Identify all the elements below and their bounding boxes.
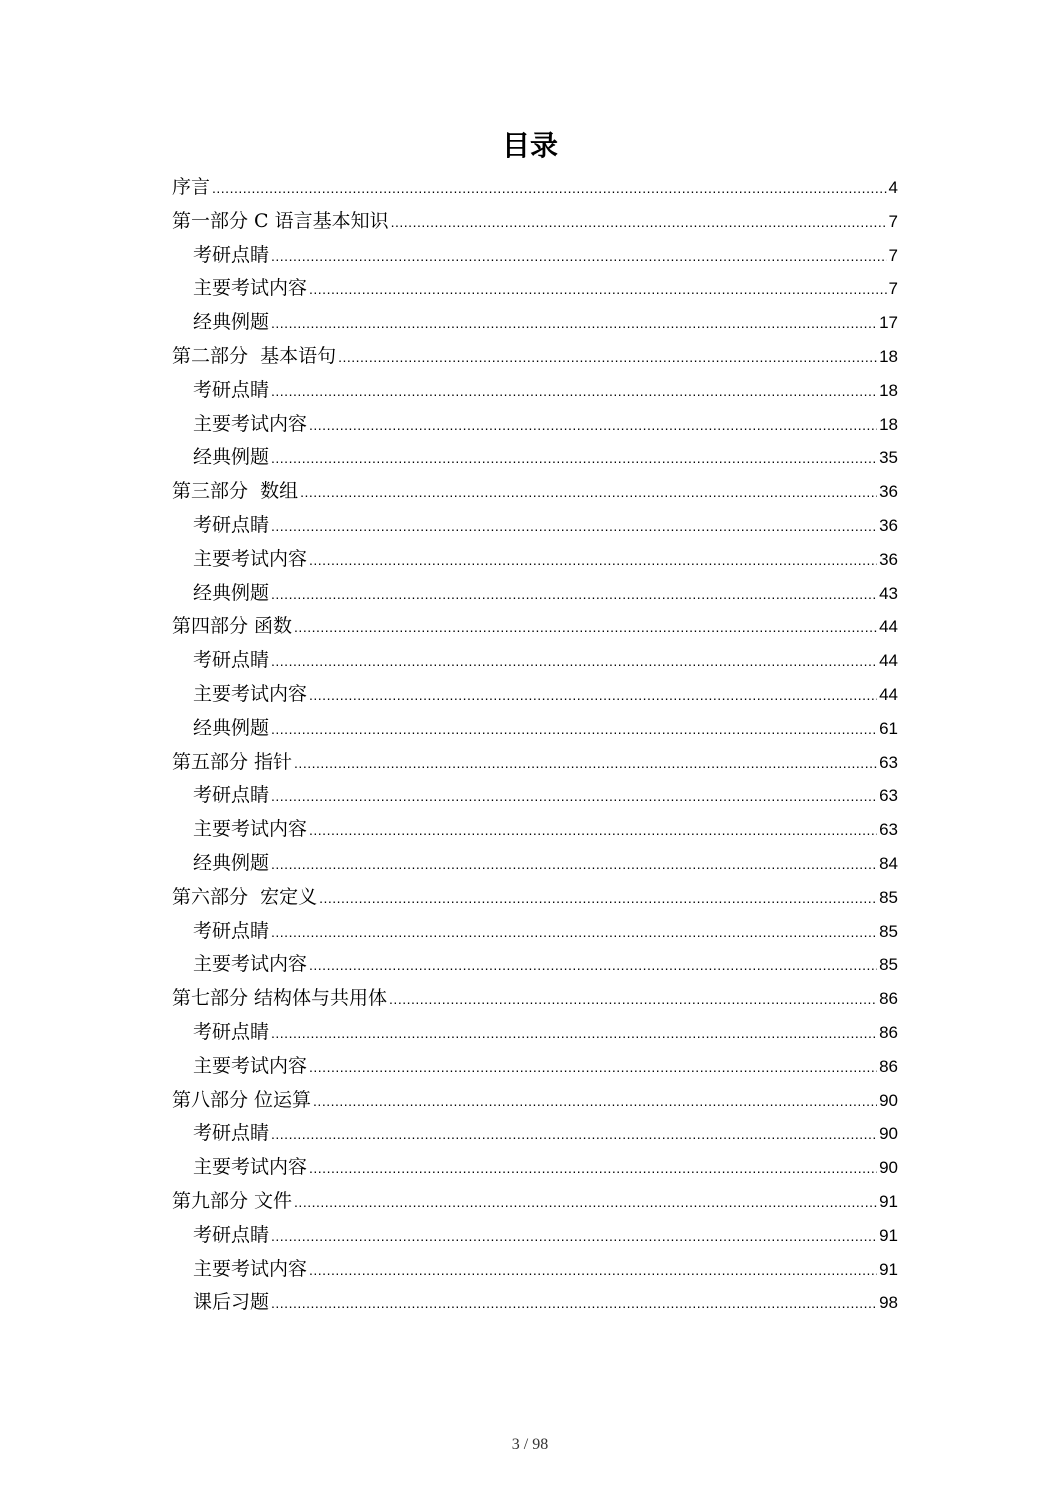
toc-dot-leader bbox=[271, 578, 877, 612]
toc-entry-page: 61 bbox=[879, 718, 898, 738]
toc-entry-label: 第一部分 C 语言基本知识 bbox=[172, 209, 389, 232]
toc-entry-label: 第八部分 位运算 bbox=[172, 1088, 312, 1111]
toc-entry-page: 85 bbox=[879, 921, 898, 941]
toc-subsection-entry[interactable] bbox=[172, 948, 898, 982]
toc-dot-leader bbox=[294, 611, 877, 645]
toc-section-entry[interactable] bbox=[172, 340, 898, 374]
toc-dot-leader bbox=[309, 409, 877, 443]
toc-subsection-entry[interactable] bbox=[172, 1253, 898, 1287]
toc-entry-page: 43 bbox=[879, 583, 898, 603]
toc-dot-leader bbox=[309, 814, 877, 848]
toc-entry-page: 18 bbox=[879, 414, 898, 434]
toc-entry-page: 86 bbox=[879, 989, 898, 1009]
toc-entry-label: 考研点睛 bbox=[193, 243, 270, 266]
toc-entry-page: 91 bbox=[879, 1259, 898, 1279]
toc-entry-page: 86 bbox=[879, 1056, 898, 1076]
toc-entry-page: 4 bbox=[888, 178, 898, 197]
toc-dot-leader bbox=[313, 1085, 877, 1119]
toc-entry-page: 63 bbox=[879, 752, 898, 772]
toc-section-entry[interactable] bbox=[172, 171, 898, 205]
toc-entry-label: 主要考试内容 bbox=[193, 412, 308, 435]
toc-entry-label: 第七部分 结构体与共用体 bbox=[172, 987, 388, 1010]
toc-entry-page: 90 bbox=[879, 1158, 898, 1178]
toc-dot-leader bbox=[271, 1118, 877, 1152]
toc-dot-leader bbox=[271, 240, 887, 274]
toc-subsection-entry[interactable] bbox=[172, 441, 898, 475]
toc-dot-leader bbox=[212, 172, 887, 206]
toc-dot-leader bbox=[391, 206, 887, 240]
toc-entry-page: 7 bbox=[888, 211, 898, 231]
toc-entry-label: 主要考试内容 bbox=[193, 818, 308, 841]
toc-entry-label: 课后习题 bbox=[193, 1291, 270, 1314]
toc-dot-leader bbox=[309, 1051, 877, 1085]
toc-subsection-entry[interactable] bbox=[172, 779, 898, 813]
toc-entry-label: 考研点睛 bbox=[193, 1020, 270, 1043]
toc-dot-leader bbox=[271, 848, 877, 882]
toc-entry-page: 7 bbox=[888, 245, 898, 265]
toc-subsection-entry[interactable] bbox=[172, 1117, 898, 1151]
toc-subsection-entry[interactable] bbox=[172, 678, 898, 712]
toc-entry-label: 考研点睛 bbox=[193, 513, 270, 536]
toc-dot-leader bbox=[309, 1254, 877, 1288]
toc-dot-leader bbox=[294, 747, 877, 781]
toc-dot-leader bbox=[271, 645, 877, 679]
toc-entry-label: 考研点睛 bbox=[193, 378, 270, 401]
toc-subsection-entry[interactable] bbox=[172, 644, 898, 678]
toc-entry-label: 经典例题 bbox=[193, 446, 270, 469]
toc-subsection-entry[interactable] bbox=[172, 1219, 898, 1253]
toc-subsection-entry[interactable] bbox=[172, 1050, 898, 1084]
toc-subsection-entry[interactable] bbox=[172, 1151, 898, 1185]
toc-entry-page: 7 bbox=[888, 279, 898, 299]
toc-dot-leader bbox=[271, 1220, 877, 1254]
toc-entry-label: 主要考试内容 bbox=[193, 547, 308, 570]
toc-subsection-entry[interactable] bbox=[172, 306, 898, 340]
toc-dot-leader bbox=[309, 544, 877, 578]
toc-entry-label: 考研点睛 bbox=[193, 784, 270, 807]
toc-entry-label: 第五部分 指针 bbox=[172, 750, 293, 773]
toc-section-entry[interactable] bbox=[172, 205, 898, 239]
toc-entry-page: 18 bbox=[879, 380, 898, 400]
toc-entry-label: 主要考试内容 bbox=[193, 682, 308, 705]
toc-dot-leader bbox=[271, 442, 877, 476]
toc-dot-leader bbox=[309, 273, 887, 307]
toc-entry-page: 35 bbox=[879, 448, 898, 468]
toc-subsection-entry[interactable] bbox=[172, 408, 898, 442]
toc-entry-page: 18 bbox=[879, 346, 898, 366]
toc-dot-leader bbox=[309, 1152, 877, 1186]
toc-entry-label: 主要考试内容 bbox=[193, 277, 308, 300]
toc-entry-page: 86 bbox=[879, 1022, 898, 1042]
toc-entry-page: 17 bbox=[879, 313, 898, 333]
toc-entry-label: 考研点睛 bbox=[193, 649, 270, 672]
toc-entry-label: 经典例题 bbox=[193, 311, 270, 334]
toc-entry-page: 90 bbox=[879, 1124, 898, 1144]
toc-entry-page: 36 bbox=[879, 549, 898, 569]
toc-subsection-entry[interactable] bbox=[172, 915, 898, 949]
toc-entry-page: 44 bbox=[879, 617, 898, 637]
toc-dot-leader bbox=[294, 1186, 877, 1220]
toc-entry-page: 90 bbox=[879, 1090, 898, 1110]
toc-entry-label: 第四部分 函数 bbox=[172, 615, 293, 638]
toc-entry-page: 36 bbox=[879, 515, 898, 535]
toc-entry-label: 第九部分 文件 bbox=[172, 1189, 293, 1212]
toc-dot-leader bbox=[309, 679, 877, 713]
toc-entry-page: 85 bbox=[879, 955, 898, 975]
toc-entry-label: 序言 bbox=[172, 176, 211, 198]
toc-entry-page: 63 bbox=[879, 820, 898, 840]
toc-entry-label: 考研点睛 bbox=[193, 1122, 270, 1145]
toc-subsection-entry[interactable] bbox=[172, 1286, 898, 1320]
toc-entry-label: 第二部分 基本语句 bbox=[172, 344, 337, 367]
toc-subsection-entry[interactable] bbox=[172, 374, 898, 408]
toc-dot-leader bbox=[389, 983, 877, 1017]
toc-dot-leader bbox=[271, 307, 877, 341]
toc-subsection-entry[interactable] bbox=[172, 577, 898, 611]
toc-entry-page: 85 bbox=[879, 887, 898, 907]
toc-entry-label: 主要考试内容 bbox=[193, 953, 308, 976]
toc-entry-page: 44 bbox=[879, 684, 898, 704]
toc-section-entry[interactable] bbox=[172, 475, 898, 509]
toc-subsection-entry[interactable] bbox=[172, 239, 898, 273]
toc-entry-label: 经典例题 bbox=[193, 581, 270, 604]
toc-dot-leader bbox=[271, 375, 877, 409]
toc-section-entry[interactable] bbox=[172, 1084, 898, 1118]
toc-section-entry[interactable] bbox=[172, 881, 898, 915]
toc-subsection-entry[interactable] bbox=[172, 543, 898, 577]
toc-section-entry[interactable] bbox=[172, 610, 898, 644]
page-title: 目录 bbox=[501, 129, 558, 162]
toc-entry-label: 主要考试内容 bbox=[193, 1054, 308, 1077]
toc-entry-page: 84 bbox=[879, 853, 898, 873]
toc-entry-page: 44 bbox=[879, 651, 898, 671]
toc-entry-label: 经典例题 bbox=[193, 716, 270, 739]
toc-entry-page: 98 bbox=[879, 1293, 898, 1313]
toc-subsection-entry[interactable] bbox=[172, 847, 898, 881]
toc-section-entry[interactable] bbox=[172, 1185, 898, 1219]
toc-entry-label: 考研点睛 bbox=[193, 1223, 270, 1246]
toc-section-entry[interactable] bbox=[172, 746, 898, 780]
toc-subsection-entry[interactable] bbox=[172, 272, 898, 306]
toc-dot-leader bbox=[319, 882, 877, 916]
toc-entry-page: 63 bbox=[879, 786, 898, 806]
toc-dot-leader bbox=[271, 780, 877, 814]
toc-dot-leader bbox=[271, 916, 877, 950]
toc-entry-page: 91 bbox=[879, 1191, 898, 1211]
toc-section-entry[interactable] bbox=[172, 982, 898, 1016]
toc-entry-label: 第三部分 数组 bbox=[172, 480, 299, 503]
toc-dot-leader bbox=[271, 510, 877, 544]
toc-dot-leader bbox=[300, 476, 877, 510]
toc-dot-leader bbox=[309, 949, 877, 983]
page-number: 3 / 98 bbox=[511, 1436, 549, 1453]
toc-dot-leader bbox=[338, 341, 877, 375]
toc-entry-label: 经典例题 bbox=[193, 851, 270, 874]
toc-subsection-entry[interactable] bbox=[172, 712, 898, 746]
table-of-contents bbox=[172, 171, 898, 1320]
toc-entry-label: 考研点睛 bbox=[193, 919, 270, 942]
toc-subsection-entry[interactable] bbox=[172, 1016, 898, 1050]
toc-dot-leader bbox=[271, 713, 877, 747]
toc-entry-label: 主要考试内容 bbox=[193, 1257, 308, 1280]
toc-entry-label: 第六部分 宏定义 bbox=[172, 885, 318, 908]
toc-subsection-entry[interactable] bbox=[172, 509, 898, 543]
toc-entry-page: 36 bbox=[879, 482, 898, 502]
toc-subsection-entry[interactable] bbox=[172, 813, 898, 847]
toc-dot-leader bbox=[271, 1287, 877, 1321]
toc-entry-label: 主要考试内容 bbox=[193, 1156, 308, 1179]
toc-entry-page: 91 bbox=[879, 1225, 898, 1245]
toc-dot-leader bbox=[271, 1017, 877, 1051]
